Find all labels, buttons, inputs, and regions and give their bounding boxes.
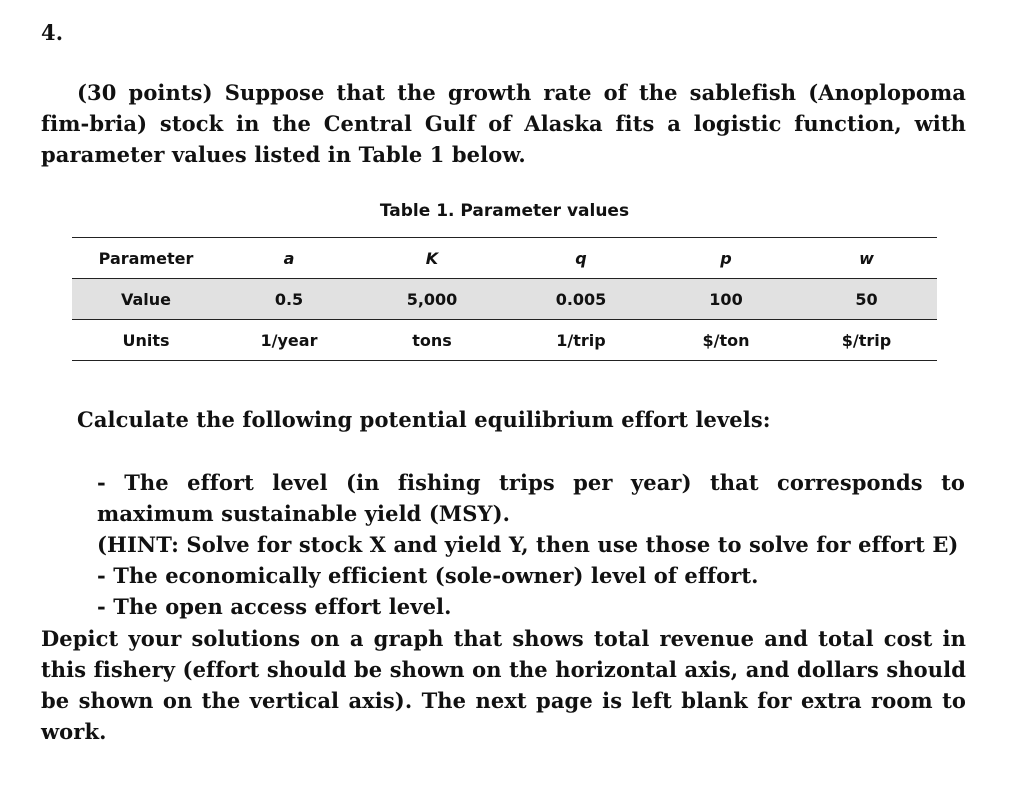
table-cell: 1/year bbox=[260, 330, 318, 350]
header-cell-w: w bbox=[796, 238, 937, 279]
table-cell: 50 bbox=[796, 279, 937, 320]
question-item-open-access: - The open access effort level. bbox=[97, 594, 452, 619]
header-cell-p: p bbox=[656, 238, 796, 279]
question-item-msy: - The effort level (in fishing trips per year) that corresponds to maximum sustainable yield (MSY). bbox=[97, 470, 965, 526]
table-cell: 0.5 bbox=[220, 279, 358, 320]
table-cell: 1/trip bbox=[556, 330, 606, 350]
intro-paragraph: (30 points) Suppose that the growth rate of the sablefish (Anoplopoma fim-bria) stock in the Central Gulf of Alaska fits a logistic function, with parameter values listed in Table 1 below. bbox=[41, 80, 966, 167]
header-cell-q: q bbox=[506, 238, 656, 279]
problem-number: 4. bbox=[41, 20, 64, 45]
question-item-sole-owner: - The economically efficient (sole-owner) level of effort. bbox=[97, 563, 759, 588]
table-cell: tons bbox=[412, 330, 452, 350]
question-hint: (HINT: Solve for stock X and yield Y, then use those to solve for effort E) bbox=[97, 532, 959, 557]
table-cell: $/ton bbox=[702, 330, 750, 350]
table-row-units bbox=[72, 320, 937, 361]
table-cell: 100 bbox=[656, 279, 796, 320]
closing-paragraph: Depict your solutions on a graph that shows total revenue and total cost in this fishery (effort should be shown on the horizontal axis, and dollars should be shown on the vertical axis). The next page is left blank for extra room to work. bbox=[41, 626, 966, 744]
table-header-row bbox=[72, 238, 937, 279]
header-cell-parameter: Parameter bbox=[72, 238, 220, 279]
table-row-value bbox=[72, 279, 937, 320]
header-cell-k: K bbox=[358, 238, 506, 279]
parameter-table bbox=[72, 237, 937, 361]
table-cell: $/trip bbox=[841, 330, 892, 350]
table-cell: Units bbox=[122, 330, 170, 350]
calc-intro: Calculate the following potential equilibrium effort levels: bbox=[77, 407, 771, 432]
table-cell: Value bbox=[72, 279, 220, 320]
table-cell: 0.005 bbox=[506, 279, 656, 320]
table-caption: Table 1. Parameter values bbox=[379, 201, 630, 221]
question-list bbox=[97, 467, 965, 622]
header-cell-a: a bbox=[220, 238, 358, 279]
table-cell: 5,000 bbox=[358, 279, 506, 320]
